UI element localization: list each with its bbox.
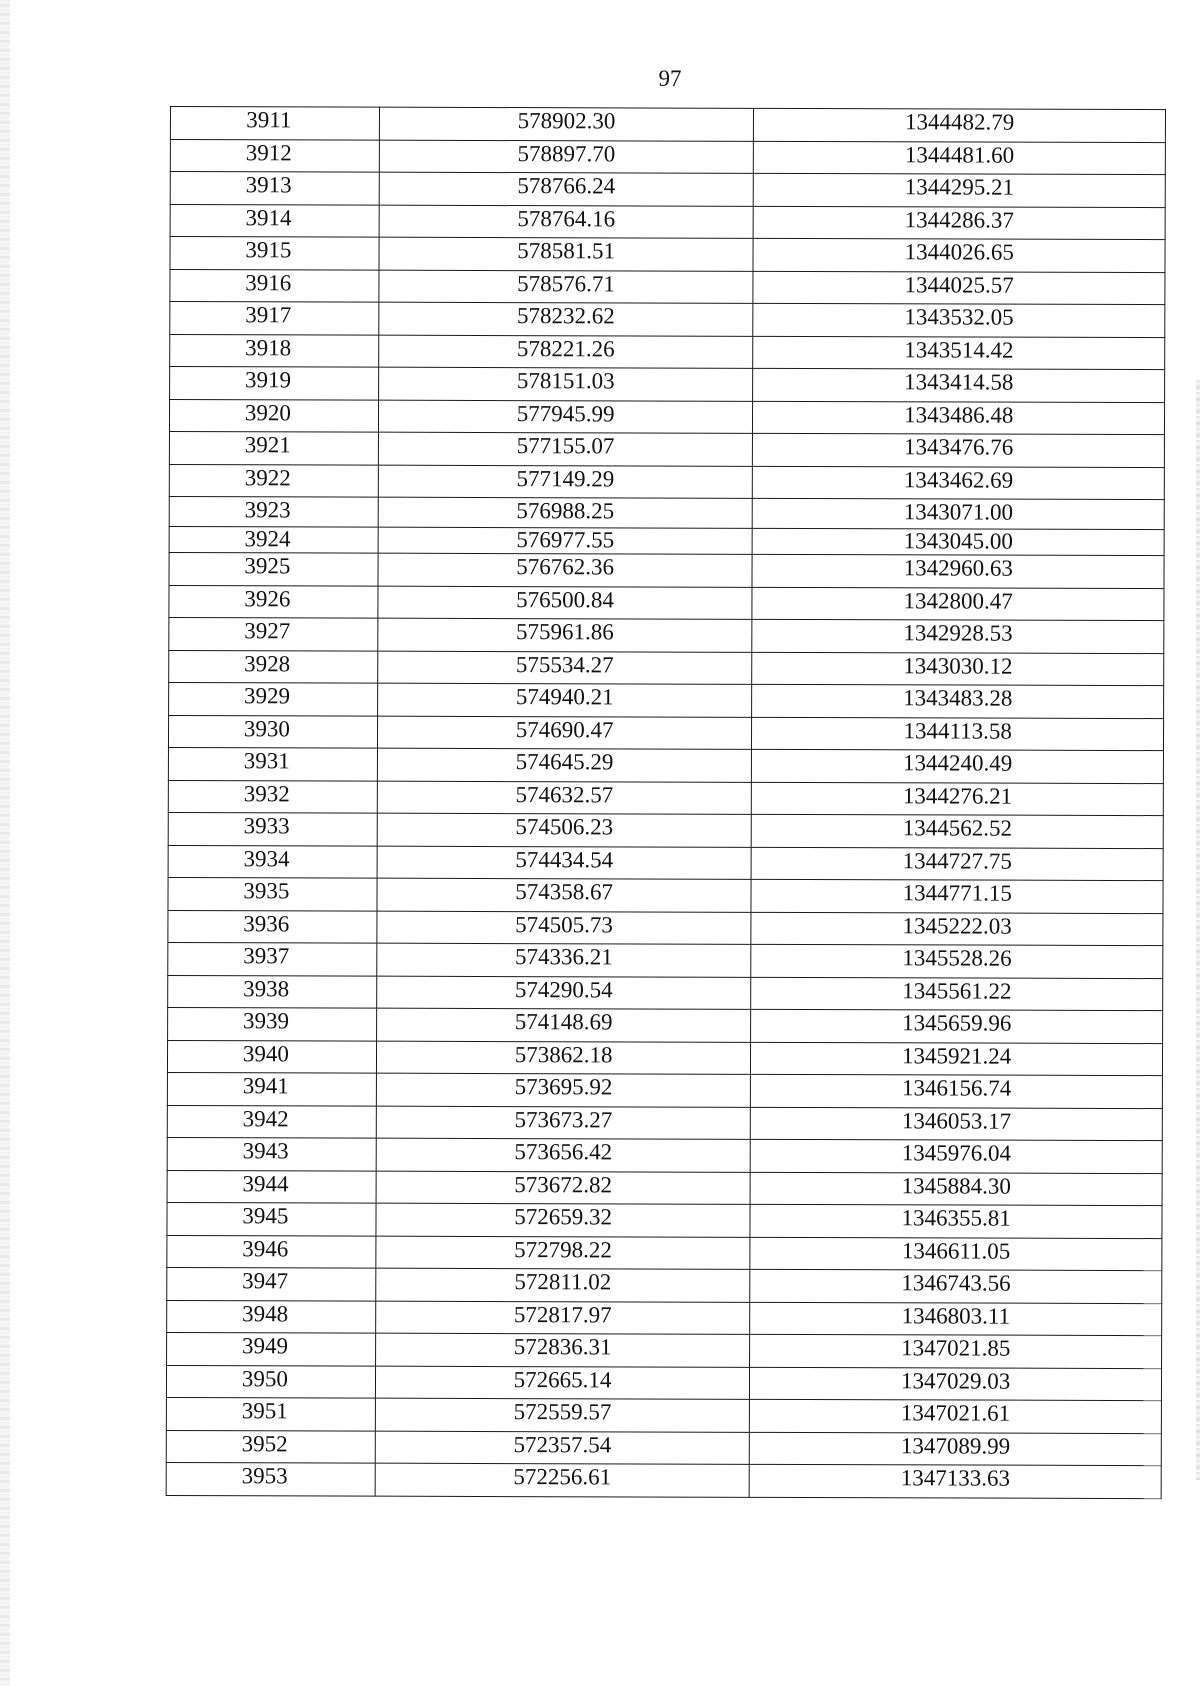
point-id-cell: 3929 [169,682,378,715]
y-coordinate-cell: 1347089.99 [750,1432,1162,1466]
x-coordinate-cell: 572811.02 [376,1268,751,1302]
y-coordinate-cell: 1346156.74 [751,1074,1163,1108]
x-coordinate-cell: 572357.54 [375,1431,750,1465]
x-coordinate-cell: 577149.29 [378,465,753,499]
point-id-cell: 3940 [167,1040,376,1073]
point-id-cell: 3952 [166,1430,375,1463]
scan-edge-right [1196,380,1200,1480]
table-row [168,910,1163,946]
table-row [168,1007,1163,1043]
point-id-cell: 3911 [170,107,379,140]
x-coordinate-cell: 576988.25 [378,497,753,528]
x-coordinate-cell: 573862.18 [376,1041,751,1075]
x-coordinate-cell: 578221.26 [378,335,753,369]
x-coordinate-cell: 574148.69 [376,1008,751,1042]
point-id-cell: 3935 [168,877,377,910]
point-id-cell: 3917 [170,302,379,335]
y-coordinate-cell: 1342928.53 [752,619,1164,653]
table-row [168,780,1163,816]
point-id-cell: 3946 [167,1235,376,1268]
point-id-cell: 3947 [167,1267,376,1300]
x-coordinate-cell: 578766.24 [379,172,754,206]
point-id-cell: 3916 [170,269,379,302]
x-coordinate-cell: 572559.57 [375,1398,750,1432]
point-id-cell: 3920 [169,399,378,432]
x-coordinate-cell: 574940.21 [377,683,752,717]
page-number: 97 [658,66,682,91]
table-row [166,1430,1161,1466]
point-id-cell: 3951 [166,1397,375,1430]
x-coordinate-cell: 573695.92 [376,1073,751,1107]
y-coordinate-cell: 1345884.30 [750,1172,1162,1206]
x-coordinate-cell: 573673.27 [376,1106,751,1140]
y-coordinate-cell: 1344295.21 [754,173,1166,207]
y-coordinate-cell: 1344286.37 [753,206,1165,240]
x-coordinate-cell: 573656.42 [376,1138,751,1172]
table-row [167,1235,1162,1271]
point-id-cell: 3949 [167,1332,376,1365]
table-row [167,1072,1162,1108]
table-row [169,682,1164,718]
y-coordinate-cell: 1346611.05 [750,1237,1162,1271]
point-id-cell: 3924 [169,526,378,553]
point-id-cell: 3939 [168,1007,377,1040]
x-coordinate-cell: 574434.54 [377,846,752,880]
table-row [167,1040,1162,1076]
table-row [168,812,1163,848]
y-coordinate-cell: 1343486.48 [753,401,1165,435]
point-id-cell: 3912 [170,139,379,172]
point-id-cell: 3927 [169,617,378,650]
x-coordinate-cell: 572659.32 [376,1203,751,1237]
y-coordinate-cell: 1347133.63 [750,1464,1162,1498]
table-row [168,845,1163,881]
table-row [169,650,1164,686]
table-row [167,1267,1162,1303]
table-row [170,139,1165,175]
table-row [168,975,1163,1011]
point-id-cell: 3919 [170,367,379,400]
x-coordinate-cell: 578151.03 [378,367,753,401]
x-coordinate-cell: 574290.54 [376,976,751,1010]
y-coordinate-cell: 1342800.47 [752,587,1164,621]
y-coordinate-cell: 1343483.28 [752,684,1164,718]
x-coordinate-cell: 576977.55 [378,527,753,554]
x-coordinate-cell: 574645.29 [377,748,752,782]
x-coordinate-cell: 574506.23 [377,813,752,847]
table-row [167,1137,1162,1173]
table-row [169,464,1164,500]
y-coordinate-cell: 1343045.00 [752,528,1164,555]
point-id-cell: 3922 [169,464,378,497]
table-row [168,747,1163,783]
y-coordinate-cell: 1344482.79 [754,108,1166,142]
x-coordinate-cell: 576762.36 [378,553,753,587]
table-row [168,942,1163,978]
point-id-cell: 3934 [168,845,377,878]
x-coordinate-cell: 577945.99 [378,400,753,434]
point-id-cell: 3932 [168,780,377,813]
x-coordinate-cell: 578897.70 [379,140,754,174]
x-coordinate-cell: 576500.84 [378,586,753,620]
y-coordinate-cell: 1344481.60 [754,141,1166,175]
table-row [170,334,1165,370]
point-id-cell: 3926 [169,585,378,618]
table-row [167,1170,1162,1206]
table-row [170,204,1165,240]
y-coordinate-cell: 1345659.96 [751,1009,1163,1043]
x-coordinate-cell: 574336.21 [377,943,752,977]
y-coordinate-cell: 1343514.42 [753,336,1165,370]
table-row [170,367,1165,403]
x-coordinate-cell: 572798.22 [376,1236,751,1270]
y-coordinate-cell: 1344727.75 [751,847,1163,881]
x-coordinate-cell: 573672.82 [376,1171,751,1205]
y-coordinate-cell: 1344240.49 [752,749,1164,783]
y-coordinate-cell: 1347021.85 [750,1334,1162,1368]
y-coordinate-cell: 1346355.81 [750,1204,1162,1238]
y-coordinate-cell: 1343071.00 [753,498,1165,529]
y-coordinate-cell: 1343030.12 [752,652,1164,686]
coordinate-table [166,106,1166,1499]
x-coordinate-cell: 578764.16 [379,205,754,239]
y-coordinate-cell: 1344562.52 [752,814,1164,848]
x-coordinate-cell: 574632.57 [377,781,752,815]
table-row [170,269,1165,305]
point-id-cell: 3921 [169,431,378,464]
table-row [169,526,1164,555]
table-row [169,399,1164,435]
x-coordinate-cell: 578576.71 [379,270,754,304]
table-row [170,172,1165,208]
table-row [167,1300,1162,1336]
x-coordinate-cell: 572836.31 [375,1333,750,1367]
point-id-cell: 3941 [167,1072,376,1105]
table-row [169,585,1164,621]
point-id-cell: 3928 [169,650,378,683]
y-coordinate-cell: 1343532.05 [753,303,1165,337]
y-coordinate-cell: 1344026.65 [753,238,1165,272]
y-coordinate-cell: 1343414.58 [753,368,1165,402]
point-id-cell: 3930 [168,715,377,748]
point-id-cell: 3937 [168,942,377,975]
point-id-cell: 3944 [167,1170,376,1203]
point-id-cell: 3948 [167,1300,376,1333]
point-id-cell: 3915 [170,237,379,270]
point-id-cell: 3923 [169,496,378,527]
point-id-cell: 3914 [170,204,379,237]
table-row [167,1105,1162,1141]
y-coordinate-cell: 1346053.17 [751,1107,1163,1141]
table-row [166,1397,1161,1433]
y-coordinate-cell: 1344276.21 [752,782,1164,816]
y-coordinate-cell: 1343476.76 [753,433,1165,467]
point-id-cell: 3943 [167,1137,376,1170]
y-coordinate-cell: 1345528.26 [751,944,1163,978]
table-row [169,552,1164,588]
point-id-cell: 3931 [168,747,377,780]
point-id-cell: 3918 [170,334,379,367]
x-coordinate-cell: 577155.07 [378,432,753,466]
point-id-cell: 3936 [168,910,377,943]
x-coordinate-cell: 575961.86 [378,618,753,652]
x-coordinate-cell: 572665.14 [375,1366,750,1400]
y-coordinate-cell: 1345561.22 [751,977,1163,1011]
x-coordinate-cell: 578902.30 [379,107,754,141]
point-id-cell: 3925 [169,552,378,585]
y-coordinate-cell: 1345976.04 [751,1139,1163,1173]
table-body [166,107,1165,1499]
x-coordinate-cell: 574358.67 [377,878,752,912]
table-row [166,1462,1161,1498]
table-row [169,496,1164,529]
point-id-cell: 3933 [168,812,377,845]
table-row [169,431,1164,467]
y-coordinate-cell: 1346803.11 [750,1302,1162,1336]
x-coordinate-cell: 574505.73 [377,911,752,945]
table-row [168,877,1163,913]
point-id-cell: 3938 [168,975,377,1008]
scan-edge-left [0,0,10,1686]
y-coordinate-cell: 1343462.69 [753,466,1165,500]
table-row [168,715,1163,751]
x-coordinate-cell: 572256.61 [375,1463,750,1497]
table-row [169,617,1164,653]
point-id-cell: 3942 [167,1105,376,1138]
point-id-cell: 3953 [166,1462,375,1495]
x-coordinate-cell: 575534.27 [377,651,752,685]
x-coordinate-cell: 574690.47 [377,716,752,750]
y-coordinate-cell: 1342960.63 [752,554,1164,588]
y-coordinate-cell: 1344025.57 [753,271,1165,305]
table-row [167,1332,1162,1368]
y-coordinate-cell: 1345222.03 [751,912,1163,946]
table-row [170,237,1165,273]
y-coordinate-cell: 1344771.15 [751,879,1163,913]
x-coordinate-cell: 572817.97 [375,1301,750,1335]
table-row [170,302,1165,338]
point-id-cell: 3913 [170,172,379,205]
y-coordinate-cell: 1344113.58 [752,717,1164,751]
y-coordinate-cell: 1347029.03 [750,1367,1162,1401]
x-coordinate-cell: 578232.62 [379,302,754,336]
table-row [167,1202,1162,1238]
table-row [170,107,1165,143]
x-coordinate-cell: 578581.51 [379,237,754,271]
y-coordinate-cell: 1347021.61 [750,1399,1162,1433]
y-coordinate-cell: 1346743.56 [750,1269,1162,1303]
table-row [166,1365,1161,1401]
point-id-cell: 3950 [166,1365,375,1398]
y-coordinate-cell: 1345921.24 [751,1042,1163,1076]
point-id-cell: 3945 [167,1202,376,1235]
